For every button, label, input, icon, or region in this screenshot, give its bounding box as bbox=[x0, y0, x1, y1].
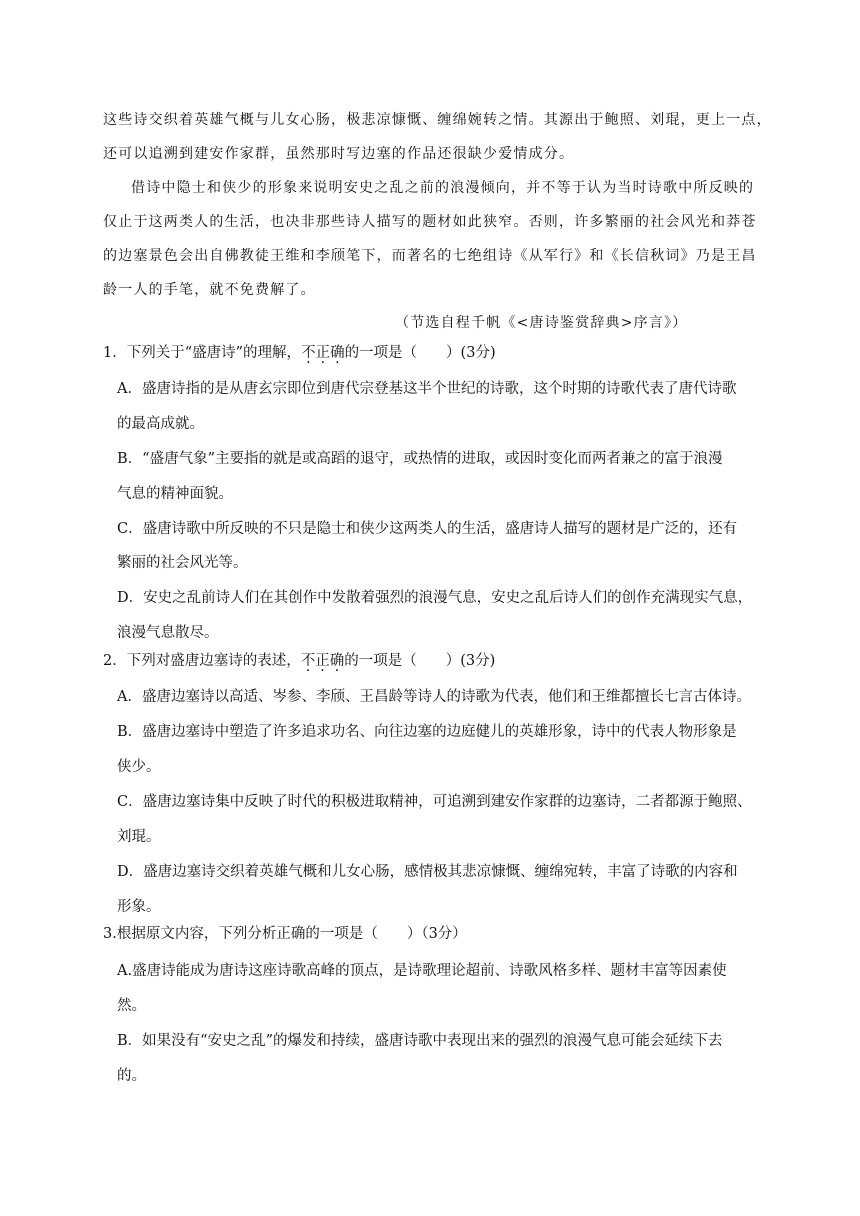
option-line: D．安史之乱前诗人们在其创作中发散着强烈的浪漫气息，安史之乱后诗人们的创作充满现实气息， bbox=[117, 590, 753, 606]
emphasis-char: 不 bbox=[301, 345, 316, 361]
question-stem: 3.根据原文内容，下列分析正确的一项是（ ）（3分） bbox=[103, 926, 467, 942]
passage-line: 借诗中隐士和侠少的形象来说明安史之乱之前的浪漫倾向，并不等于认为当时诗歌中所反映的 bbox=[131, 180, 755, 196]
passage-line: 龄一人的手笔，就不免费解了。 bbox=[103, 282, 316, 298]
question-stem bbox=[103, 651, 495, 671]
question-stem-text: 的一项是（ ）(3分) bbox=[344, 345, 496, 361]
emphasis-char: 确 bbox=[330, 345, 345, 361]
option-line: C．盛唐诗歌中所反映的不只是隐士和侠少这两类人的生活，盛唐诗人描写的题材是广泛的，还有 bbox=[117, 521, 738, 537]
emphasis-char: 正 bbox=[315, 653, 330, 669]
option-line: D．盛唐边塞诗交织着英雄气概和儿女心肠，感情极其悲凉慷慨、缠绵宛转，丰富了诗歌的内容和 bbox=[117, 864, 738, 880]
option-line: 刘琨。 bbox=[117, 829, 161, 845]
passage-line: 还可以追溯到建安作家群，虽然那时写边塞的作品还很缺少爱情成分。 bbox=[103, 146, 575, 162]
option-line: B．“盛唐气象”主要指的就是或高蹈的退守，或热情的进取，或因时变化而两者兼之的富于浪漫 bbox=[117, 451, 723, 467]
question-stem bbox=[103, 343, 496, 363]
option-line: B．如果没有“安史之乱”的爆发和持续，盛唐诗歌中表现出来的强烈的浪漫气息可能会延续下去 bbox=[117, 1033, 723, 1049]
option-line: C．盛唐边塞诗集中反映了时代的积极进取精神，可追溯到建安作家群的边塞诗，二者都源于鲍照、 bbox=[117, 794, 752, 810]
option-line: 浪漫气息散尽。 bbox=[117, 625, 219, 641]
emphasis-char: 不 bbox=[300, 653, 316, 669]
emphasis-char: 正 bbox=[315, 345, 331, 361]
passage-source: （节选自程千帆《<唐诗鉴赏辞典>序言》） bbox=[395, 315, 688, 331]
option-line: 侠少。 bbox=[117, 759, 161, 775]
passage-line: 的边塞景色会出自佛教徒王维和李颀笔下，而著名的七绝组诗《从军行》和《长信秋词》乃是王昌 bbox=[103, 248, 757, 264]
option-line: 的最高成就。 bbox=[117, 416, 204, 432]
option-line: A.盛唐诗能成为唐诗这座诗歌高峰的顶点，是诗歌理论超前、诗歌风格多样、题材丰富等因素使 bbox=[117, 963, 727, 979]
passage-line: 这些诗交织着英雄气概与儿女心肠，极悲凉慷慨、缠绵婉转之情。其源出于鲍照、刘琨，更上一点， bbox=[103, 112, 772, 128]
option-line: 的。 bbox=[117, 1068, 146, 1084]
passage-line: 仅止于这两类人的生活，也决非那些诗人描写的题材如此狭窄。否则，许多繁丽的社会风光和莽苍 bbox=[103, 214, 757, 230]
question-stem-text: 2．下列对盛唐边塞诗的表述， bbox=[103, 653, 301, 669]
option-line: A．盛唐边塞诗以高适、岑参、李颀、王昌龄等诗人的诗歌为代表，他们和王维都擅长七言古体诗。 bbox=[117, 689, 751, 705]
option-line: 繁丽的社会风光等。 bbox=[117, 555, 248, 571]
option-line: 形象。 bbox=[117, 899, 161, 915]
option-line: B．盛唐边塞诗中塑造了许多追求功名、向往边塞的边庭健儿的英雄形象，诗中的代表人物形象是 bbox=[117, 724, 737, 740]
question-stem-text: 1．下列关于“盛唐诗”的理解， bbox=[103, 345, 302, 361]
option-line: 气息的精神面貌。 bbox=[117, 486, 233, 502]
option-line: 然。 bbox=[117, 998, 146, 1014]
emphasis-char: 确 bbox=[329, 653, 345, 669]
option-line: A．盛唐诗指的是从唐玄宗即位到唐代宗登基这半个世纪的诗歌，这个时期的诗歌代表了唐代诗歌 bbox=[117, 381, 737, 397]
question-stem-text: 的一项是（ ）(3分) bbox=[344, 653, 496, 669]
